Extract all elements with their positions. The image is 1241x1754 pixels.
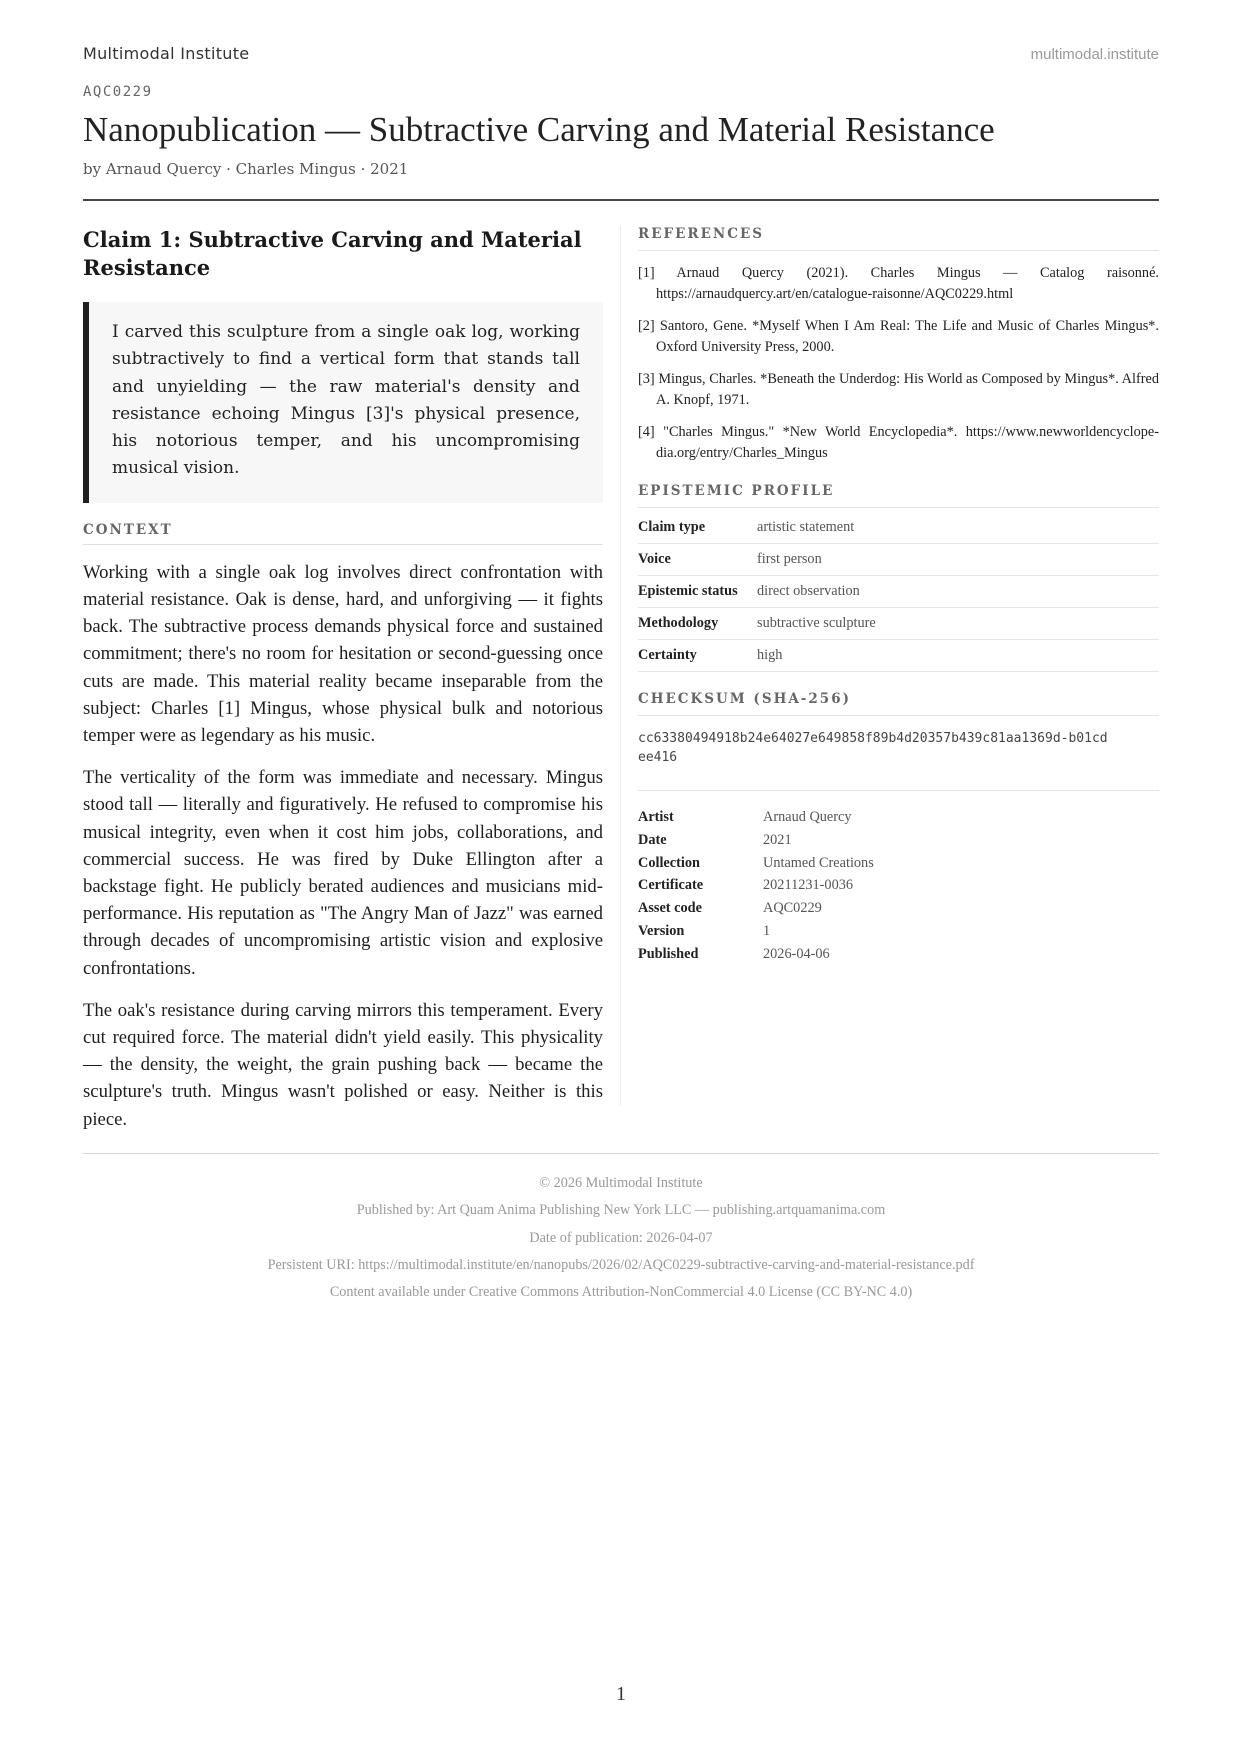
- row-key: Claim type: [638, 512, 757, 544]
- institute-name: Multimodal Institute: [83, 44, 250, 63]
- table-row: [638, 608, 1159, 640]
- table-row: [638, 544, 1159, 576]
- top-bar: [83, 44, 1159, 68]
- row-key: Voice: [638, 544, 757, 576]
- meta-value: 1: [763, 922, 771, 939]
- table-row: [638, 512, 1159, 544]
- footer-publication-date: Date of publication: 2026-04-07: [529, 1229, 713, 1246]
- metadata-row: [638, 832, 1159, 855]
- reference-item[interactable]: [1] Arnaud Quercy (2021). Charles Mingus — Catalog raisonné. https://arnaudquercy.art/en/catalogue-raisonne/AQC0229.html: [638, 265, 1159, 302]
- metadata-divider: [638, 790, 1159, 791]
- row-value: subtractive sculpture: [757, 608, 1159, 640]
- checksum-value: cc63380494918b24e64027e649858f89b4d20357b439c81aa1369d-b01cdee416: [638, 731, 1108, 765]
- context-heading: CONTEXT: [83, 522, 603, 545]
- row-value: artistic statement: [757, 512, 1159, 544]
- references-list: [638, 263, 1159, 463]
- footer-persistent-uri[interactable]: Persistent URI: https://multimodal.institute/en/nanopubs/2026/02/AQC0229-subtractive-carving-and-material-resistance.pdf: [267, 1256, 975, 1273]
- meta-value: AQC0229: [763, 900, 822, 917]
- footer-divider: [83, 1153, 1159, 1154]
- row-key: Methodology: [638, 608, 757, 640]
- claim-quote-text: I carved this sculpture from a single oak log, working subtractively to find a vertical form that stands tall and unyielding — the raw material's density and resistance echoing Mingus [3]'s physical presence, his notorious temper, and his uncompromising musical vision.: [112, 322, 580, 479]
- row-key: Certainty: [638, 640, 757, 672]
- main-column: [83, 226, 603, 1133]
- meta-value: Arnaud Quercy: [763, 809, 852, 825]
- metadata-row: [638, 946, 1159, 969]
- epistemic-profile-table: [638, 512, 1159, 672]
- column-divider: [620, 226, 621, 1106]
- row-key: Epistemic status: [638, 576, 757, 608]
- context-paragraph: The verticality of the form was immediate and necessary. Mingus stood tall — literally and figuratively. He refused to compromise his musical integrity, even when it cost him jobs, collaborations, and commercial success. He was fired by Duke Ellington after a backstage fight. He publicly berated audiences and musicians midperformance. His reputation as "The Angry Man of Jazz" was earned through decades of uncompromising artistic vision and explosive confrontations.: [83, 767, 603, 979]
- meta-key: Published: [638, 945, 699, 962]
- context-paragraph: The oak's resistance during carving mirrors this temperament. Every cut required force. The material didn't yield easily. This physicality — the density, the weight, the grain pushing back — became the sculpture's truth. Mingus wasn't polished or easy. Neither is this piece.: [83, 999, 603, 1130]
- meta-key: Certificate: [638, 877, 704, 894]
- metadata-row: [638, 809, 1159, 832]
- metadata-list: [638, 809, 1159, 969]
- row-value: first person: [757, 544, 1159, 576]
- footer-license: Content available under Creative Commons Attribution-NonCommercial 4.0 License (CC BY-NC 4.0): [329, 1284, 913, 1301]
- meta-value: 20211231-0036: [763, 877, 854, 894]
- institute-site-link[interactable]: multimodal.institute: [1030, 46, 1159, 63]
- metadata-row: [638, 900, 1159, 923]
- sidebar-column: [638, 226, 1159, 969]
- metadata-row: [638, 923, 1159, 946]
- header-divider: [83, 199, 1159, 201]
- asset-code: AQC0229: [83, 84, 153, 100]
- epistemic-profile-heading: EPISTEMIC PROFILE: [638, 483, 1159, 508]
- row-value: high: [757, 640, 1159, 672]
- meta-value: 2026-04-06: [763, 945, 830, 962]
- claim-quote: [83, 302, 603, 503]
- metadata-row: [638, 877, 1159, 900]
- reference-item: [3] Mingus, Charles. *Beneath the Underdog: His World as Composed by Mingus*. Alfred A. Knopf, 1971.: [638, 371, 1159, 408]
- page-number: 1: [616, 1683, 626, 1705]
- meta-key: Artist: [638, 809, 674, 825]
- context-paragraph: Working with a single oak log involves direct confrontation with material resistance. Oak is dense, hard, and unforgiving — it fights back. The subtractive process demands physical force and sustained commitment; there's no room for hesitation or second-guessing once cuts are made. This material reality became inseparable from the subject: Charles [1] Mingus, whose physical bulk and notorious temper were as legendary as his music.: [83, 561, 603, 746]
- meta-value: Untamed Creations: [763, 854, 874, 871]
- metadata-row: [638, 855, 1159, 878]
- page-title: Nanopublication — Subtractive Carving and Material Resistance: [83, 110, 995, 149]
- table-row: [638, 640, 1159, 672]
- claim-title: Claim 1: Subtractive Carving and Material Resistance: [83, 227, 582, 280]
- meta-key: Asset code: [638, 900, 702, 917]
- reference-item[interactable]: [4] "Charles Mingus." *New World Encyclopedia*. https://www.newworldencyclopedia.org/entry/Charles_Mingus: [638, 424, 1159, 461]
- table-row: [638, 576, 1159, 608]
- meta-key: Date: [638, 831, 667, 848]
- row-value: direct observation: [757, 576, 1159, 608]
- checksum-heading: CHECKSUM (SHA-256): [638, 691, 1159, 716]
- byline: by Arnaud Quercy · Charles Mingus · 2021: [83, 160, 409, 178]
- meta-key: Collection: [638, 854, 700, 871]
- meta-value: 2021: [763, 831, 792, 848]
- meta-key: Version: [638, 922, 685, 939]
- reference-item: [2] Santoro, Gene. *Myself When I Am Real: The Life and Music of Charles Mingus*. Oxford University Press, 2000.: [638, 318, 1159, 355]
- references-heading: REFERENCES: [638, 226, 1159, 251]
- footer-copyright: © 2026 Multimodal Institute: [539, 1175, 703, 1191]
- footer: [83, 1170, 1159, 1306]
- footer-publisher: Published by: Art Quam Anima Publishing New York LLC — publishing.artquamanima.com: [356, 1202, 886, 1219]
